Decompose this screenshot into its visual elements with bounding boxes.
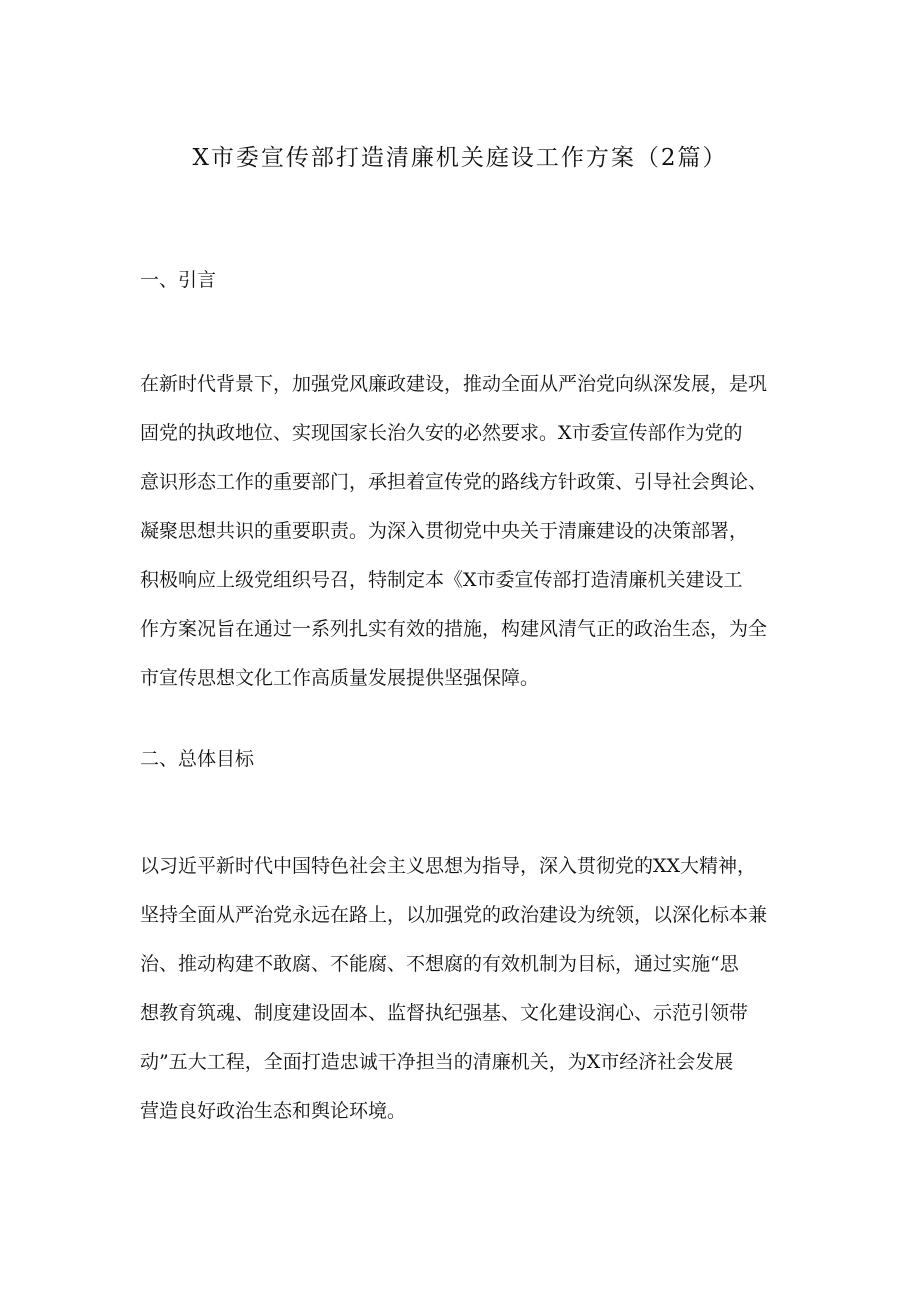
- paragraph-line: 市宣传思想文化工作高质量发展提供坚强保障。: [140, 667, 540, 689]
- paragraph-line: 凝聚思想共识的重要职责。为深入贯彻党中央关于清廉建设的决策部署，: [140, 520, 749, 542]
- paragraph-line: 营造良好政治生态和舆论环境。: [140, 1100, 407, 1122]
- paragraph-line: 在新时代背景下，加强党风廉政建设，推动全面从严治党向纵深发展，是巩: [140, 373, 768, 395]
- paragraph-line: 动”五大工程，全面打造忠诚干净担当的清廉机关，为X市经济社会发展: [140, 1051, 734, 1073]
- paragraph-line: 意识形态工作的重要部门，承担着宣传党的路线方针政策、引导社会舆论、: [140, 471, 768, 493]
- paragraph-line: 以习近平新时代中国特色社会主义思想为指导，深入贯彻党的XX大精神，: [140, 855, 757, 877]
- paragraph-line: 想教育筑魂、制度建设固本、监督执纪强基、文化建设润心、示范引领带: [140, 1002, 749, 1024]
- section-heading-introduction: 一、引言: [140, 269, 217, 291]
- paragraph-line: 固党的执政地位、实现国家长治久安的必然要求。X市委宣传部作为党的: [140, 422, 743, 444]
- paragraph-line: 治、推动构建不敢腐、不能腐、不想腐的有效机制为目标，通过实施“思: [140, 953, 739, 975]
- paragraph-line: 作方案况旨在通过一系列扎实有效的措施，构建风清气正的政治生态，为全: [140, 618, 768, 640]
- paragraph-line: 坚持全面从严治党永远在路上，以加强党的政治建设为统领，以深化标本兼: [140, 904, 768, 926]
- document-title: X市委宣传部打造清廉机关庭设工作方案（2篇）: [192, 145, 728, 171]
- paragraph-overall-goals: [140, 842, 840, 1136]
- paragraph-introduction: [140, 360, 840, 703]
- section-heading-overall-goals: 二、总体目标: [140, 748, 255, 770]
- paragraph-line: 积极响应上级党组织号召，特制定本《X市委宣传部打造清廉机关建设工: [140, 569, 743, 591]
